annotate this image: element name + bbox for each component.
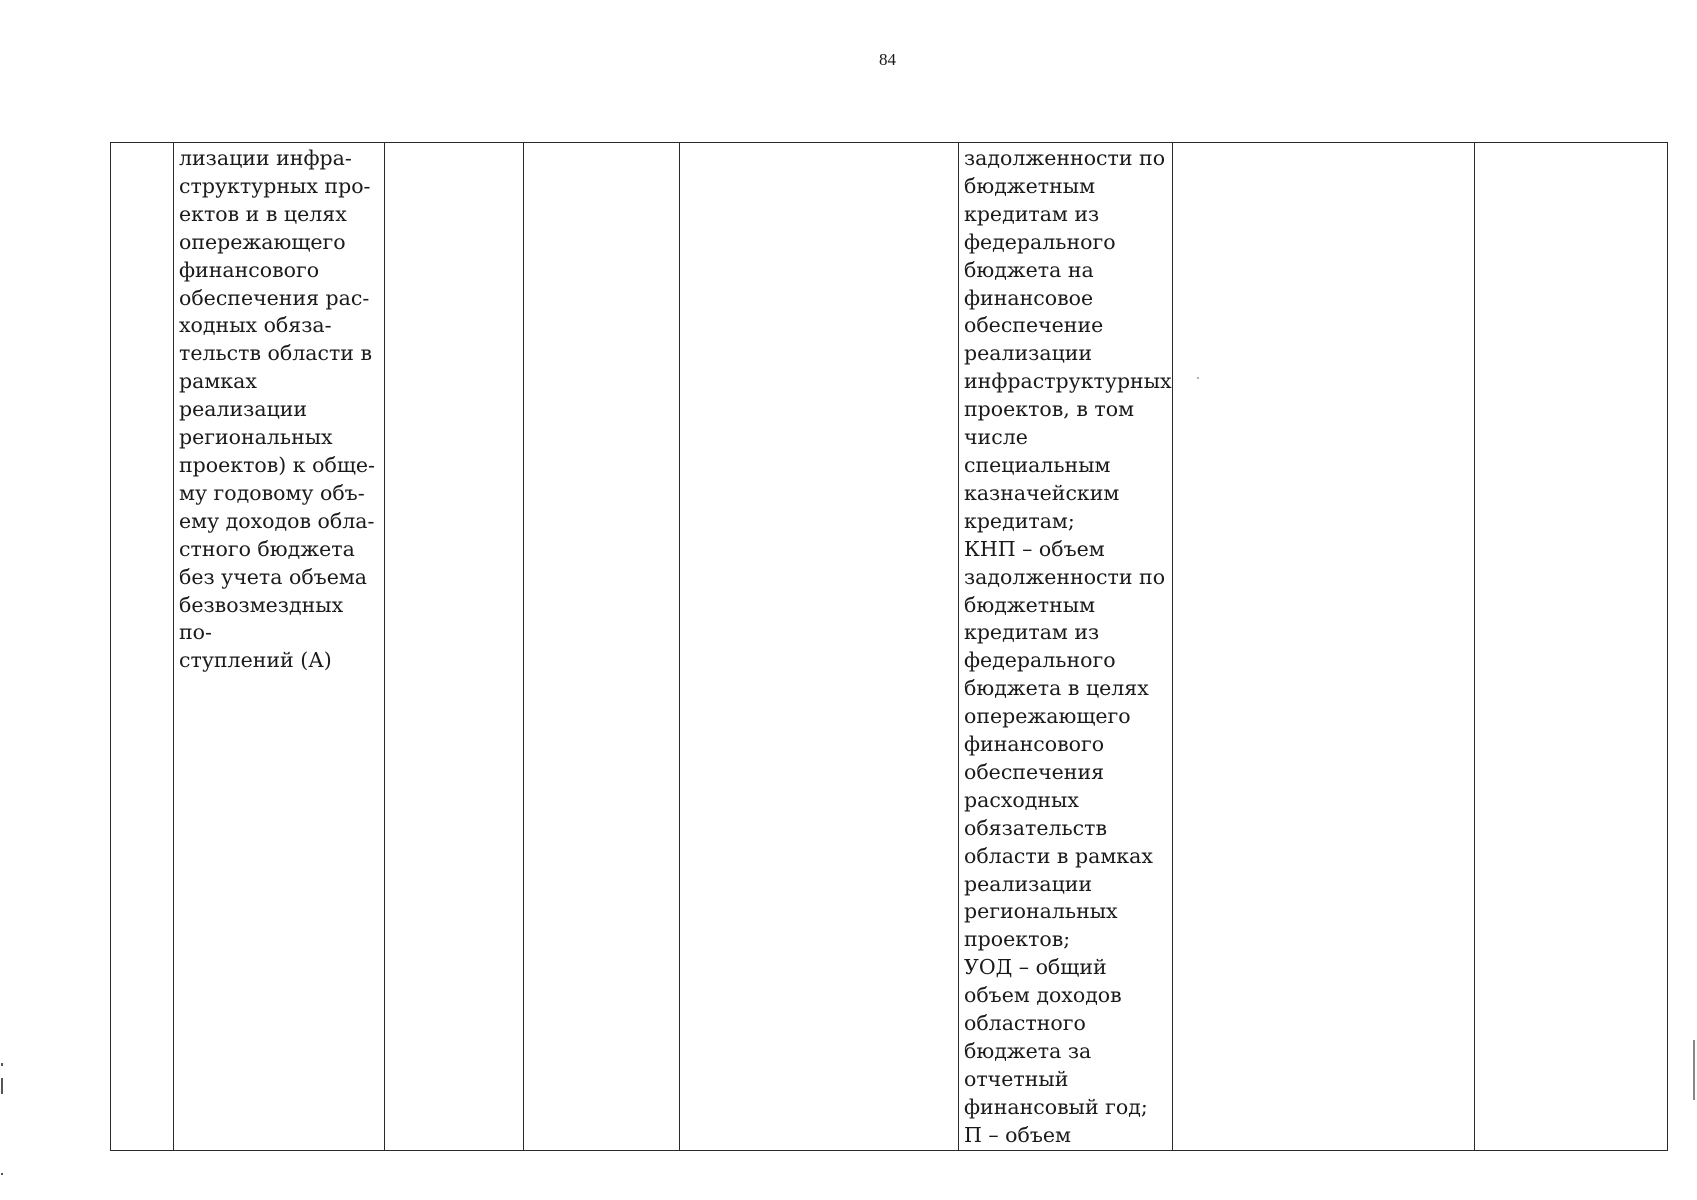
page-number: 84 <box>879 50 896 69</box>
scan-mark-left <box>1 1078 3 1094</box>
table-cell-variables: задолженности по бюджетным кредитам из федерального бюджета на финансовое обеспечение реализации инфраструктурных проектов, в том числе специальным казначейским кредитам; КНП – объем задолженности по бюджетным кредитам из федерального бюджета в целях опережающего финансового обеспечения расходных обязательств области в рамках реализации региональных проектов; УОД – общий объем доходов областного бюджета за отчетный финансовый год; П – объем <box>959 143 1173 1151</box>
table-row <box>111 143 1668 1151</box>
scan-mark-right <box>1693 1040 1695 1100</box>
table-cell-responsible <box>1475 143 1668 1151</box>
scan-speck <box>1197 377 1199 379</box>
table-cell-source <box>1173 143 1475 1151</box>
table-cell-value <box>524 143 680 1151</box>
scan-mark-left <box>1 1063 3 1066</box>
table-cell-number <box>111 143 174 1151</box>
scan-mark-left <box>1 1173 3 1175</box>
table-cell-formula <box>680 143 959 1151</box>
document-table <box>110 142 1668 1151</box>
table-cell-unit <box>385 143 524 1151</box>
table-cell-indicator-name: лизации инфра- структурных про- ектов и в целях опережающего финансового обеспечения рас- ходных обяза- тельств области в рамках реализации региональных проектов) к обще- му годовому объ- ему доходов обла- стного бюджета без учета объема безвозмездных по- ступлений (А) <box>174 143 385 1151</box>
